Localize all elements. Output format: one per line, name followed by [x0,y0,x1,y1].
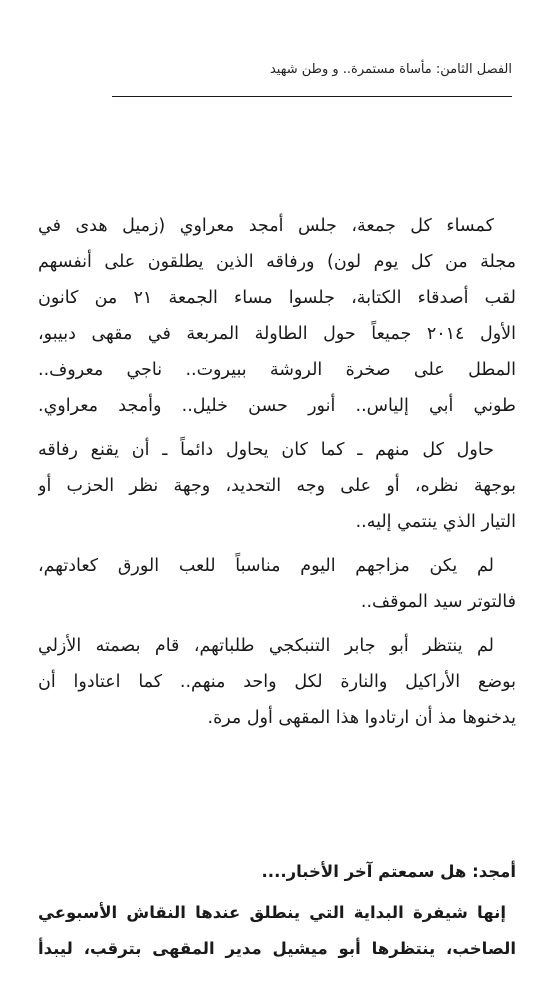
paragraph-line: فالتوتر سيد الموقف.. [360,592,516,612]
paragraph-line: كمساء كل جمعة، جلس أمجد معراوي (زميل هدى في [38,216,494,236]
paragraph-line: المطل على صخرة الروشة ببيروت.. ناجي معروف.. [38,360,516,380]
paragraph-line: بوضع الأراكيل والنارة لكل واحد منهم.. كما اعتادوا أن [38,672,516,692]
dialogue-paragraph [38,895,516,967]
paragraph-line: مجلة من كل يوم لون) ورفاقه الذين يطلقون على أنفسهم [38,252,516,272]
paragraph-line: لم يكن مزاجهم اليوم مناسباً للعب الورق كعادتهم، [38,556,494,576]
paragraph-line: بوجهة نظره، أو على وجه التحديد، وجهة نظر الحزب أو [38,476,516,496]
paragraph-3 [38,548,516,620]
paragraph-4 [38,628,516,736]
running-header: الفصل الثامن: مأساة مستمرة.. و وطن شهيد [269,62,512,77]
paragraph-line: لم ينتظر أبو جابر التنبكجي طلباتهم، قام بصمته الأزلي [38,636,494,656]
paragraph-line: الأول ٢٠١٤ جميعاً حول الطاولة المربعة في مقهى دبيبو، [38,324,516,344]
body-text [38,208,516,736]
paragraph-line: التيار الذي ينتمي إليه.. [355,512,516,532]
dialogue-speaker-line: أمجد: هل سمعتم آخر الأخبار.... [261,862,516,881]
dialogue-line: الصاخب، ينتظرها أبو ميشيل مدير المقهى بترقب، ليبدأ [38,939,516,958]
dialogue-line: إنها شيفرة البداية التي ينطلق عندها النقاش الأسبوعي [38,903,506,922]
paragraph-line: لقب أصدقاء الكتابة، جلسوا مساء الجمعة ٢١ من كانون [38,288,516,308]
header-rule [112,96,512,97]
paragraph-line: طوني أبي إلياس.. أنور حسن خليل.. وأمجد معراوي. [38,396,516,416]
paragraph-line: يدخنوها مذ أن ارتادوا هذا المقهى أول مرة. [207,708,516,728]
paragraph-2 [38,432,516,540]
paragraph-1 [38,208,516,424]
paragraph-line: حاول كل منهم ـ كما كان يحاول دائماً ـ أن يقنع رفاقه [38,440,494,460]
